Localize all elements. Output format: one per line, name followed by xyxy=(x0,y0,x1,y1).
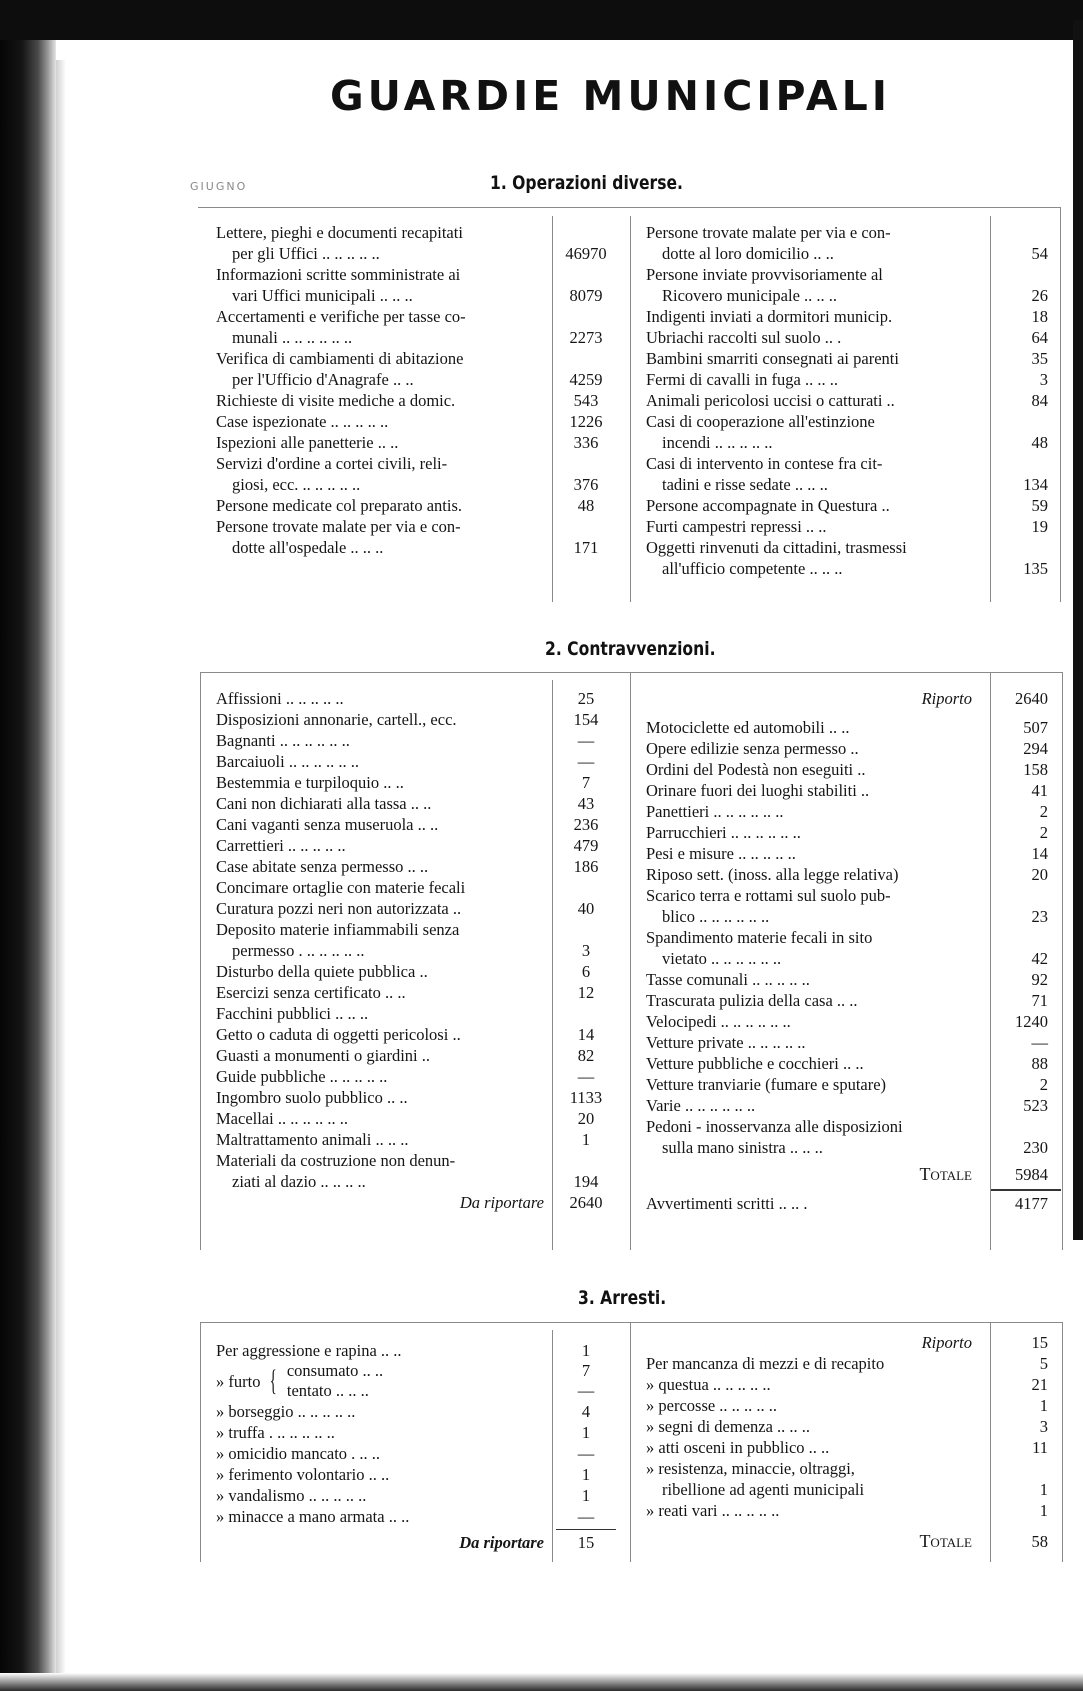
list-item xyxy=(216,390,616,411)
item-label: per l'Ufficio d'Anagrafe .. .. xyxy=(232,370,414,389)
item-label: » reati vari .. .. .. .. .. xyxy=(646,1501,780,1520)
item-value: 71 xyxy=(1031,991,1048,1010)
total-row xyxy=(646,1164,1056,1185)
item-label: Tasse comunali .. .. .. .. .. xyxy=(646,970,810,989)
item-label: Facchini pubblici .. .. .. xyxy=(216,1004,369,1023)
item-label: Lettere, pieghi e documenti recapitati xyxy=(216,223,463,242)
item-label: » truffa . .. .. .. .. .. xyxy=(216,1423,335,1442)
column-rule xyxy=(1060,207,1061,602)
list-item xyxy=(216,516,616,558)
list-item xyxy=(216,1443,616,1464)
item-label: Ricovero municipale .. .. .. xyxy=(662,286,838,305)
item-label: Case abitate senza permesso .. .. xyxy=(216,857,429,876)
item-label: Indigenti inviati a dormitori municip. xyxy=(646,307,893,326)
item-label: per gli Uffici .. .. .. .. .. xyxy=(232,244,380,263)
item-value: 12 xyxy=(577,983,595,1002)
item-label: Opere edilizie senza permesso .. xyxy=(646,739,859,758)
list-item xyxy=(646,1116,1056,1158)
list-item xyxy=(646,1095,1056,1116)
item-label: Casi di intervento in contese fra cit- xyxy=(646,454,883,473)
item-value: — xyxy=(577,752,595,771)
section-title-arresti: 3. Arresti. xyxy=(578,1287,667,1309)
item-value: 1240 xyxy=(1015,1012,1048,1031)
list-item xyxy=(216,222,616,264)
item-value: 2 xyxy=(1039,1075,1048,1094)
furto-sub-label: tentato .. .. .. xyxy=(286,1381,369,1400)
item-label: blico .. .. .. .. .. .. xyxy=(662,907,770,926)
item-value: 3 xyxy=(581,941,591,960)
item-label: Maltrattamento animali .. .. .. xyxy=(216,1130,409,1149)
item-value: 4 xyxy=(581,1402,591,1421)
list-item xyxy=(646,738,1056,759)
list-item xyxy=(216,306,616,348)
item-value: 26 xyxy=(1031,286,1048,305)
list-item xyxy=(216,1024,616,1045)
item-value: 42 xyxy=(1031,949,1048,968)
avvertimenti-label: Avvertimenti scritti .. .. . xyxy=(646,1194,808,1213)
list-item xyxy=(216,1087,616,1108)
item-label: Concimare ortaglie con materie fecali xyxy=(216,878,466,897)
item-label: Disposizioni annonarie, cartell., ecc. xyxy=(216,710,457,729)
item-value: 54 xyxy=(1031,244,1048,263)
column-rule xyxy=(630,216,631,602)
item-label: Ordini del Podestà non eseguiti .. xyxy=(646,760,866,779)
list-item xyxy=(646,1374,1056,1395)
total-value: 58 xyxy=(1031,1532,1048,1551)
item-label: Casi di cooperazione all'estinzione xyxy=(646,412,875,431)
list-item xyxy=(216,1045,616,1066)
contravvenzioni-left-block xyxy=(216,688,616,1213)
brought-forward-label: Riporto xyxy=(921,1333,972,1352)
item-label: Varie .. .. .. .. .. .. xyxy=(646,1096,756,1115)
item-label: Persone inviate provvisoriamente al xyxy=(646,265,883,284)
item-label: Cani non dichiarati alla tassa .. .. xyxy=(216,794,432,813)
list-item xyxy=(216,982,616,1003)
avvertimenti-row xyxy=(646,1193,1056,1214)
scan-edge-shadow xyxy=(56,60,66,1691)
list-item xyxy=(646,1395,1056,1416)
list-item xyxy=(216,835,616,856)
item-label: Motociclette ed automobili .. .. xyxy=(646,718,850,737)
item-label: Persone medicate col preparato antis. xyxy=(216,496,463,515)
list-item xyxy=(216,1003,616,1024)
item-value: 376 xyxy=(573,475,599,494)
item-value: 84 xyxy=(1031,391,1048,410)
item-label: munali .. .. .. .. .. .. xyxy=(232,328,353,347)
item-value: 18 xyxy=(1031,307,1048,326)
item-label: Ispezioni alle panetterie .. .. xyxy=(216,433,399,452)
item-label: Pesi e misure .. .. .. .. .. xyxy=(646,844,796,863)
item-label: Persone accompagnate in Questura .. xyxy=(646,496,890,515)
item-value: 2273 xyxy=(569,328,603,347)
furto-label: » furto xyxy=(216,1371,261,1391)
furto-sub-label: consumato .. .. xyxy=(286,1361,384,1380)
item-label: Barcaiuoli .. .. .. .. .. .. xyxy=(216,752,359,771)
item-value: 1133 xyxy=(569,1088,603,1107)
item-label: Velocipedi .. .. .. .. .. .. xyxy=(646,1012,791,1031)
month-label: GIUGNO xyxy=(190,180,248,193)
item-label: Deposito materie infiammabili senza xyxy=(216,920,460,939)
item-label: Macellai .. .. .. .. .. .. xyxy=(216,1109,348,1128)
column-rule xyxy=(630,672,631,1250)
operazioni-left-list xyxy=(216,222,616,558)
arresti-left-block xyxy=(216,1340,616,1553)
item-label: tadini e risse sedate .. .. .. xyxy=(662,475,828,494)
brought-forward-label: Riporto xyxy=(921,689,972,708)
item-label: Bagnanti .. .. .. .. .. .. xyxy=(216,731,350,750)
item-label: dotte al loro domicilio .. .. xyxy=(662,244,834,263)
item-label: Ubriachi raccolti sul suolo .. . xyxy=(646,328,842,347)
item-value: 1 xyxy=(1039,1396,1048,1415)
item-label: Guide pubbliche .. .. .. .. .. xyxy=(216,1067,388,1086)
list-item xyxy=(216,793,616,814)
list-item xyxy=(216,1129,616,1150)
list-item xyxy=(646,1074,1056,1095)
list-item xyxy=(646,822,1056,843)
list-item xyxy=(646,1500,1056,1521)
list-item xyxy=(646,1437,1056,1458)
item-label: Panettieri .. .. .. .. .. .. xyxy=(646,802,784,821)
list-item xyxy=(216,264,616,306)
item-label: Informazioni scritte somministrate ai xyxy=(216,265,461,284)
item-value: 171 xyxy=(573,538,599,557)
arresti-right-block xyxy=(646,1332,1056,1552)
item-label: Getto o caduta di oggetti pericolosi .. xyxy=(216,1025,461,1044)
subtotal-rule xyxy=(556,1529,616,1530)
total-value: 5984 xyxy=(1015,1165,1048,1184)
list-item xyxy=(216,411,616,432)
item-value: 294 xyxy=(1023,739,1048,758)
item-value: 194 xyxy=(573,1172,599,1191)
list-item xyxy=(216,856,616,877)
total-row xyxy=(646,1531,1056,1552)
scan-edge-bottom xyxy=(0,1673,1083,1691)
item-value: — xyxy=(577,1444,595,1463)
item-label: » borseggio .. .. .. .. .. xyxy=(216,1402,356,1421)
item-value: 59 xyxy=(1031,496,1048,515)
list-item xyxy=(646,969,1056,990)
item-value: 64 xyxy=(1031,328,1048,347)
item-value: 135 xyxy=(1023,559,1048,578)
item-value: 11 xyxy=(1032,1438,1048,1457)
item-value: 1 xyxy=(1039,1501,1048,1520)
item-value: 507 xyxy=(1023,718,1048,737)
list-item xyxy=(646,1053,1056,1074)
item-value: 82 xyxy=(577,1046,595,1065)
carry-forward-label: Da riportare xyxy=(459,1533,544,1552)
section-title-contravvenzioni: 2. Contravvenzioni. xyxy=(545,638,716,660)
item-value: 1 xyxy=(581,1465,591,1484)
list-item xyxy=(646,1353,1056,1374)
item-label: Persone trovate malate per via e con- xyxy=(216,517,461,536)
brought-forward-row xyxy=(646,688,1056,709)
item-label: vietato .. .. .. .. .. .. xyxy=(662,949,782,968)
item-value: 1 xyxy=(581,1423,591,1442)
item-label: Disturbo della quiete pubblica .. xyxy=(216,962,428,981)
item-value: 1226 xyxy=(569,412,603,431)
carry-forward-value: 15 xyxy=(577,1533,595,1552)
list-item xyxy=(216,1464,616,1485)
item-label: ribellione ad agenti municipali xyxy=(662,1480,865,1499)
item-value: 186 xyxy=(573,857,599,876)
brace-icon: { xyxy=(270,1364,278,1397)
list-item xyxy=(646,1011,1056,1032)
list-item xyxy=(646,348,1056,369)
item-value: 43 xyxy=(577,794,595,813)
item-value: — xyxy=(577,1507,595,1526)
table-rule xyxy=(200,672,1062,673)
item-label: ziati al dazio .. .. .. .. xyxy=(232,1172,366,1191)
item-label: Ingombro suolo pubblico .. .. xyxy=(216,1088,408,1107)
item-label: » segni di demenza .. .. .. xyxy=(646,1417,811,1436)
list-item: Per aggressione e rapina .. .. 1 xyxy=(216,1341,591,1360)
item-label: » ferimento volontario .. .. xyxy=(216,1465,390,1484)
item-label: permesso . .. .. .. .. .. xyxy=(232,941,365,960)
item-value: 2 xyxy=(1039,802,1048,821)
list-item xyxy=(646,306,1056,327)
brought-forward-value: 15 xyxy=(1031,1333,1048,1352)
item-label: Affissioni .. .. .. .. .. xyxy=(216,689,344,708)
operazioni-right-list xyxy=(646,222,1056,579)
item-value: 5 xyxy=(1039,1354,1048,1373)
item-value: 4259 xyxy=(569,370,603,389)
scan-edge-top xyxy=(0,0,1083,40)
item-label: Parrucchieri .. .. .. .. .. .. xyxy=(646,823,801,842)
item-label: Per mancanza di mezzi e di recapito xyxy=(646,1354,885,1373)
list-item xyxy=(646,516,1056,537)
item-label: Guasti a monumenti o giardini .. xyxy=(216,1046,431,1065)
list-item xyxy=(216,772,616,793)
furto-row xyxy=(216,1361,616,1401)
list-item xyxy=(646,453,1056,495)
contravvenzioni-right-block xyxy=(646,688,1056,1214)
list-item xyxy=(646,495,1056,516)
list-item xyxy=(216,709,616,730)
item-value: 21 xyxy=(1031,1375,1048,1394)
carry-forward-row xyxy=(216,1192,616,1213)
item-value: 20 xyxy=(1031,865,1048,884)
column-rule xyxy=(630,1322,631,1562)
list-item xyxy=(646,927,1056,969)
list-item xyxy=(216,730,616,751)
item-label: incendi .. .. .. .. .. xyxy=(662,433,773,452)
avvertimenti-value: 4177 xyxy=(1015,1194,1048,1213)
item-label: Furti campestri repressi .. .. xyxy=(646,517,827,536)
item-value: 19 xyxy=(1031,517,1048,536)
brought-forward-row xyxy=(646,1332,1056,1353)
item-value: 154 xyxy=(573,710,599,729)
item-value: — xyxy=(577,1067,595,1086)
list-item xyxy=(216,432,616,453)
item-label: sulla mano sinistra .. .. .. xyxy=(662,1138,823,1157)
item-label: Pedoni - inosservanza alle disposizioni xyxy=(646,1117,903,1136)
item-label: » vandalismo .. .. .. .. .. xyxy=(216,1486,367,1505)
list-item xyxy=(216,1066,616,1087)
item-value: 25 xyxy=(577,689,595,708)
item-value: 7 xyxy=(581,773,591,792)
list-item xyxy=(216,348,616,390)
item-value: 134 xyxy=(1023,475,1048,494)
item-label: giosi, ecc. .. .. .. .. .. xyxy=(232,475,361,494)
list-item xyxy=(216,814,616,835)
list-item xyxy=(646,537,1056,579)
item-label: Vetture tranviarie (fumare e sputare) xyxy=(646,1075,887,1094)
item-value: 543 xyxy=(573,391,599,410)
item-label: Materiali da costruzione non denun- xyxy=(216,1151,456,1170)
list-item xyxy=(646,327,1056,348)
item-label: vari Uffici municipali .. .. .. xyxy=(232,286,413,305)
item-value: 230 xyxy=(1023,1138,1048,1157)
item-label: Richieste di visite mediche a domic. xyxy=(216,391,456,410)
scan-edge-left xyxy=(0,40,56,1691)
list-item xyxy=(646,864,1056,885)
scan-edge-right xyxy=(1073,20,1083,1240)
item-label: Servizi d'ordine a cortei civili, reli- xyxy=(216,454,448,473)
list-item xyxy=(646,1458,1056,1500)
table-rule xyxy=(198,207,1060,208)
item-value: 23 xyxy=(1031,907,1048,926)
item-value: 1 xyxy=(1039,1480,1048,1499)
list-item xyxy=(216,1108,616,1129)
list-item xyxy=(216,751,616,772)
item-value: 35 xyxy=(1031,349,1048,368)
list-item xyxy=(646,390,1056,411)
column-rule xyxy=(200,1322,201,1562)
item-label: Accertamenti e verifiche per tasse co- xyxy=(216,307,466,326)
section-title-operazioni: 1. Operazioni diverse. xyxy=(490,172,683,194)
item-value: 41 xyxy=(1031,781,1048,800)
item-value: 2 xyxy=(1039,823,1048,842)
column-rule xyxy=(1062,1322,1063,1562)
carry-forward-value: 2640 xyxy=(569,1193,603,1212)
list-item xyxy=(646,264,1056,306)
item-label: » questua .. .. .. .. .. xyxy=(646,1375,771,1394)
list-item xyxy=(216,877,616,898)
item-label: » omicidio mancato . .. .. xyxy=(216,1444,381,1463)
item-value: 40 xyxy=(577,899,595,918)
list-item xyxy=(216,688,616,709)
item-label: Spandimento materie fecali in sito xyxy=(646,928,873,947)
list-item xyxy=(216,1422,616,1443)
item-value: 479 xyxy=(573,836,599,855)
list-item xyxy=(216,1485,616,1506)
item-value: 88 xyxy=(1031,1054,1048,1073)
item-label: dotte all'ospedale .. .. .. xyxy=(232,538,384,557)
brought-forward-value: 2640 xyxy=(1015,689,1048,708)
item-value: 1 xyxy=(581,1486,591,1505)
item-label: Bestemmia e turpiloquio .. .. xyxy=(216,773,404,792)
item-value: 158 xyxy=(1023,760,1048,779)
item-label: » minacce a mano armata .. .. xyxy=(216,1507,410,1526)
furto-sub-value: — xyxy=(577,1381,595,1400)
total-label: Totale xyxy=(919,1164,972,1184)
list-item xyxy=(216,919,616,961)
list-item xyxy=(646,885,1056,927)
total-rule xyxy=(991,1189,1061,1191)
item-label: Esercizi senza certificato .. .. xyxy=(216,983,406,1002)
item-value: 3 xyxy=(1039,370,1048,389)
item-value: 523 xyxy=(1023,1096,1048,1115)
list-item xyxy=(216,1150,616,1192)
list-item xyxy=(646,990,1056,1011)
list-item xyxy=(216,495,616,516)
item-label: » atti osceni in pubblico .. .. xyxy=(646,1438,830,1457)
list-item xyxy=(216,1506,616,1527)
item-value: — xyxy=(1031,1033,1048,1052)
list-item xyxy=(646,843,1056,864)
item-label: Vetture pubbliche e cocchieri .. .. xyxy=(646,1054,864,1073)
column-rule xyxy=(1062,672,1063,1250)
list-item xyxy=(646,222,1056,264)
total-label: Totale xyxy=(919,1531,972,1551)
item-value: 92 xyxy=(1031,970,1048,989)
table-rule xyxy=(200,1322,1062,1323)
column-rule xyxy=(200,672,201,1250)
item-value: 8079 xyxy=(569,286,603,305)
item-value: 14 xyxy=(577,1025,595,1044)
item-value: 6 xyxy=(581,962,591,981)
item-label: Carrettieri .. .. .. .. .. xyxy=(216,836,346,855)
item-value: 236 xyxy=(573,815,599,834)
item-label: Verifica di cambiamenti di abitazione xyxy=(216,349,464,368)
list-item xyxy=(646,717,1056,738)
list-item xyxy=(216,1401,616,1422)
page-title: GUARDIE MUNICIPALI xyxy=(330,72,891,120)
list-item xyxy=(216,898,616,919)
item-value: 336 xyxy=(573,433,599,452)
item-label: Vetture private .. .. .. .. .. xyxy=(646,1033,806,1052)
item-value: 48 xyxy=(1031,433,1048,452)
item-label: Trascurata pulizia della casa .. .. xyxy=(646,991,858,1010)
list-item xyxy=(646,780,1056,801)
item-value: 1 xyxy=(581,1130,591,1149)
item-value: 14 xyxy=(1031,844,1048,863)
item-label: all'ufficio competente .. .. .. xyxy=(662,559,843,578)
item-label: Case ispezionate .. .. .. .. .. xyxy=(216,412,389,431)
list-item xyxy=(216,453,616,495)
furto-sub-value: 7 xyxy=(581,1361,591,1380)
list-item xyxy=(646,759,1056,780)
list-item xyxy=(646,801,1056,822)
item-label: Riposo sett. (inoss. alla legge relativa) xyxy=(646,865,899,884)
item-label: Curatura pozzi neri non autorizzata .. xyxy=(216,899,462,918)
item-label: Orinare fuori dei luoghi stabiliti .. xyxy=(646,781,870,800)
item-label: Cani vaganti senza museruola .. .. xyxy=(216,815,439,834)
item-label: Scarico terra e rottami sul suolo pub- xyxy=(646,886,891,905)
carry-forward-row xyxy=(216,1532,616,1553)
item-value: — xyxy=(577,731,595,750)
item-label: Bambini smarriti consegnati ai parenti xyxy=(646,349,899,368)
list-item xyxy=(646,411,1056,453)
list-item xyxy=(216,961,616,982)
item-value: 48 xyxy=(577,496,595,515)
item-label: » percosse .. .. .. .. .. xyxy=(646,1396,778,1415)
item-label: Fermi di cavalli in fuga .. .. .. xyxy=(646,370,838,389)
item-label: Oggetti rinvenuti da cittadini, trasmessi xyxy=(646,538,907,557)
item-label: Animali pericolosi uccisi o catturati .. xyxy=(646,391,895,410)
item-value: 3 xyxy=(1039,1417,1048,1436)
item-value: 46970 xyxy=(565,244,607,263)
list-item xyxy=(646,1416,1056,1437)
item-label: » resistenza, minaccie, oltraggi, xyxy=(646,1459,855,1478)
carry-forward-label: Da riportare xyxy=(459,1193,544,1212)
list-item xyxy=(646,1032,1056,1053)
item-label: Persone trovate malate per via e con- xyxy=(646,223,891,242)
list-item xyxy=(646,369,1056,390)
item-value: 20 xyxy=(577,1109,595,1128)
